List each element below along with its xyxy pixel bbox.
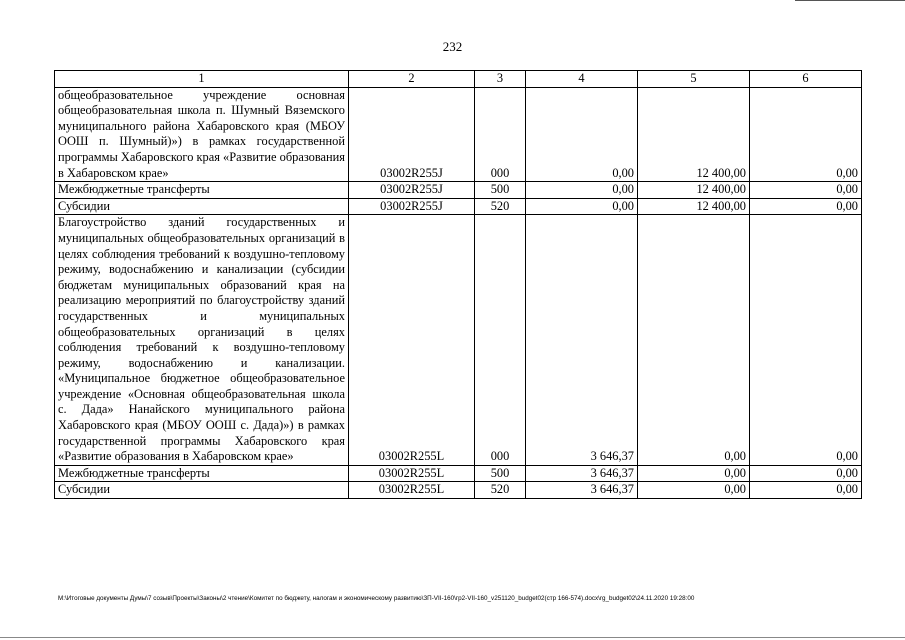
column-header: 1: [55, 71, 349, 88]
row-amount-col5: 12 400,00: [638, 198, 750, 215]
row-description: Межбюджетные трансферты: [55, 182, 349, 199]
table-row: [55, 215, 862, 466]
row-target-code: 03002R255J: [349, 198, 475, 215]
row-description: общеобразовательное учреждение основная общеобразовательная школа п. Шумный Вяземского муниципального района Хабаровского края (МБОУ ООШ п. Шумный)») в рамках государственной программы Хабаровского края «Развитие образования в Хабаровском крае»: [55, 87, 349, 182]
row-target-code: 03002R255L: [349, 482, 475, 499]
row-amount-col5: 0,00: [638, 215, 750, 466]
table-row: [55, 465, 862, 482]
row-target-code: 03002R255L: [349, 465, 475, 482]
row-target-code: 03002R255J: [349, 87, 475, 182]
row-amount-col5: 12 400,00: [638, 182, 750, 199]
row-expense-type: 000: [475, 215, 526, 466]
row-amount-col4: 0,00: [526, 182, 638, 199]
bottom-edge-rule: [0, 637, 905, 638]
row-description: Субсидии: [55, 482, 349, 499]
budget-table: [54, 70, 862, 499]
row-amount-col5: 0,00: [638, 465, 750, 482]
row-description: Субсидии: [55, 198, 349, 215]
column-header: 2: [349, 71, 475, 88]
table-header-row: [55, 71, 862, 88]
row-amount-col6: 0,00: [750, 198, 862, 215]
row-target-code: 03002R255L: [349, 215, 475, 466]
row-amount-col4: 0,00: [526, 87, 638, 182]
row-amount-col5: 0,00: [638, 482, 750, 499]
row-expense-type: 520: [475, 198, 526, 215]
row-expense-type: 000: [475, 87, 526, 182]
column-header: 6: [750, 71, 862, 88]
table-row: [55, 482, 862, 499]
table-row: [55, 198, 862, 215]
row-amount-col6: 0,00: [750, 465, 862, 482]
row-amount-col4: 3 646,37: [526, 465, 638, 482]
row-target-code: 03002R255J: [349, 182, 475, 199]
column-header: 3: [475, 71, 526, 88]
table-row: [55, 182, 862, 199]
document-file-path: M:\Итоговые документы Думы\7 созыв\Проекты\Законы\2 чтение\Комитет по бюджету, налогам и экономическому развитию\ЗП-VII-160\гр2-VII-160_v251120_budget02(стр 166-574).docx\rg_budget02\24.11.2020 19:28:00: [58, 595, 695, 602]
row-amount-col6: 0,00: [750, 215, 862, 466]
row-expense-type: 520: [475, 482, 526, 499]
page-number: 232: [442, 39, 463, 54]
row-description: Межбюджетные трансферты: [55, 465, 349, 482]
row-expense-type: 500: [475, 465, 526, 482]
column-header: 4: [526, 71, 638, 88]
row-amount-col4: 0,00: [526, 198, 638, 215]
row-amount-col4: 3 646,37: [526, 215, 638, 466]
table-row: [55, 87, 862, 182]
row-amount-col6: 0,00: [750, 87, 862, 182]
row-amount-col6: 0,00: [750, 482, 862, 499]
top-edge-rule: [795, 0, 905, 1]
row-amount-col5: 12 400,00: [638, 87, 750, 182]
row-amount-col6: 0,00: [750, 182, 862, 199]
row-expense-type: 500: [475, 182, 526, 199]
row-description: Благоустройство зданий государственных и муниципальных общеобразовательных организаций в целях соблюдения требований к воздушно-тепловому режиму, водоснабжению и канализации (субсидии бюджетам муниципальных образований края на реализацию мероприятий по благоустройству зданий государственных и муниципальных общеобразовательных организаций в целях соблюдения требований к воздушно-тепловому режиму, водоснабжению и канализации. «Муниципальное бюджетное общеобразовательное учреждение «Основная общеобразовательная школа с. Дада» Нанайского муниципального района Хабаровского края (МБОУ ООШ с. Дада)») в рамках государственной программы Хабаровского края «Развитие образования в Хабаровском крае»: [55, 215, 349, 466]
row-amount-col4: 3 646,37: [526, 482, 638, 499]
column-header: 5: [638, 71, 750, 88]
